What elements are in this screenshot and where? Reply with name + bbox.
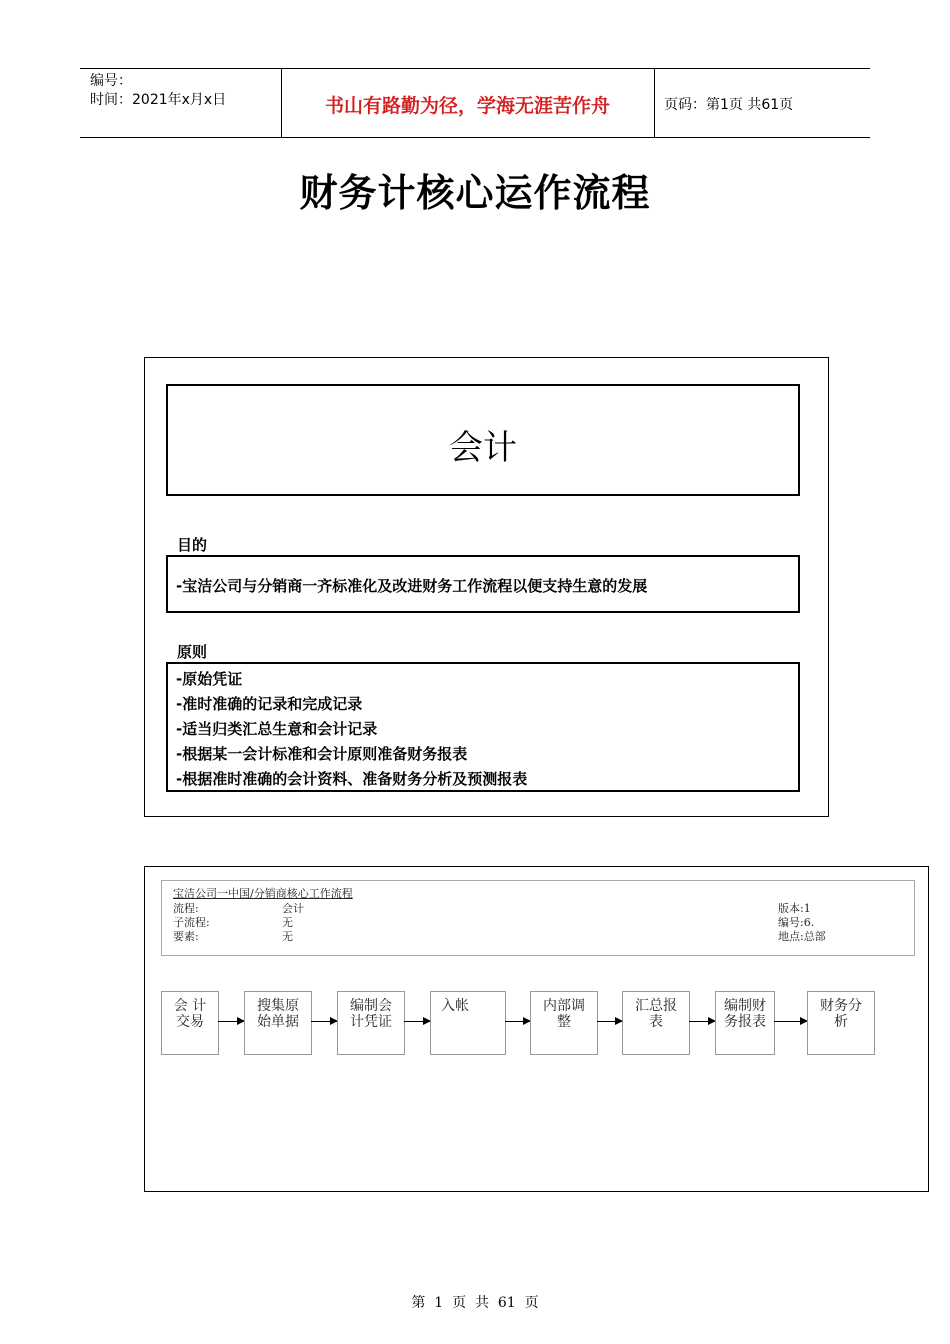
purpose-box [166, 555, 800, 613]
flow-arrow [505, 1021, 530, 1022]
flow-step-label: 入帐 [441, 998, 469, 1014]
flow-arrow [597, 1021, 622, 1022]
elements-value: 无 [282, 930, 293, 943]
flow-step [244, 991, 312, 1055]
principle-item: -根据准时准确的会计资料、准备财务分析及预测报表 [176, 770, 528, 788]
document-title: 财务计核心运作流程 [299, 170, 651, 215]
flow-arrow [689, 1021, 715, 1022]
flow-step [622, 991, 690, 1055]
flow-step-label: 内部调整 [543, 998, 585, 1030]
elements-label: 要素: [173, 930, 199, 943]
principle-item: -根据某一会计标准和会计原则准备财务报表 [176, 745, 468, 763]
number-text: 编号:6. [778, 916, 815, 929]
principle-item: -适当归类汇总生意和会计记录 [176, 720, 378, 738]
accounting-title-box [166, 384, 800, 496]
flow-step-label: 编制财务报表 [724, 998, 766, 1030]
workflow-info-box [161, 880, 915, 956]
flow-arrow [311, 1021, 337, 1022]
flow-step [530, 991, 598, 1055]
page-footer: 第 1 页 共 61 页 [411, 1295, 539, 1311]
header-left-cell [80, 69, 282, 137]
accounting-overview-figure [144, 357, 829, 817]
principles-box [166, 662, 800, 792]
flow-arrow [774, 1021, 807, 1022]
workflow-figure [144, 866, 929, 1192]
flow-step-label: 搜集原始单据 [257, 998, 299, 1030]
flow-step [161, 991, 219, 1055]
time-label: 时间：2021年x月x日 [90, 92, 227, 108]
purpose-text: -宝洁公司与分销商一齐标准化及改进财务工作流程以便支持生意的发展 [176, 577, 648, 595]
flow-step-label: 汇总报表 [635, 998, 677, 1030]
process-label: 流程: [173, 902, 199, 915]
principle-item: -准时准确的记录和完成记录 [176, 695, 363, 713]
version-text: 版本:1 [778, 902, 811, 915]
flow-step-label: 财务分析 [820, 998, 862, 1030]
subprocess-value: 无 [282, 916, 293, 929]
principles-label: 原则 [177, 643, 208, 661]
header-middle-cell [281, 69, 655, 137]
accounting-title: 会计 [449, 428, 517, 468]
motto: 书山有路勤为径，学海无涯苦作舟 [324, 95, 610, 117]
flow-step [337, 991, 405, 1055]
process-value: 会计 [282, 902, 304, 915]
flow-arrow [404, 1021, 430, 1022]
principle-item: -原始凭证 [176, 670, 243, 688]
purpose-label: 目的 [177, 536, 208, 554]
flow-step [715, 991, 775, 1055]
flow-arrow [218, 1021, 244, 1022]
header-right-cell [655, 69, 870, 137]
workflow-info-title: 宝洁公司一中国/分销商核心工作流程 [173, 887, 353, 900]
subprocess-label: 子流程: [173, 916, 210, 929]
flow-step [807, 991, 875, 1055]
page-info: 页码：第1页 共61页 [664, 97, 794, 113]
flow-step-label: 会 计 交易 [173, 998, 207, 1030]
flow-step [430, 991, 506, 1055]
location-text: 地点:总部 [778, 930, 826, 943]
header-table [80, 68, 870, 138]
flow-step-label: 编制会计凭证 [350, 998, 392, 1030]
number-label: 编号： [90, 73, 132, 89]
